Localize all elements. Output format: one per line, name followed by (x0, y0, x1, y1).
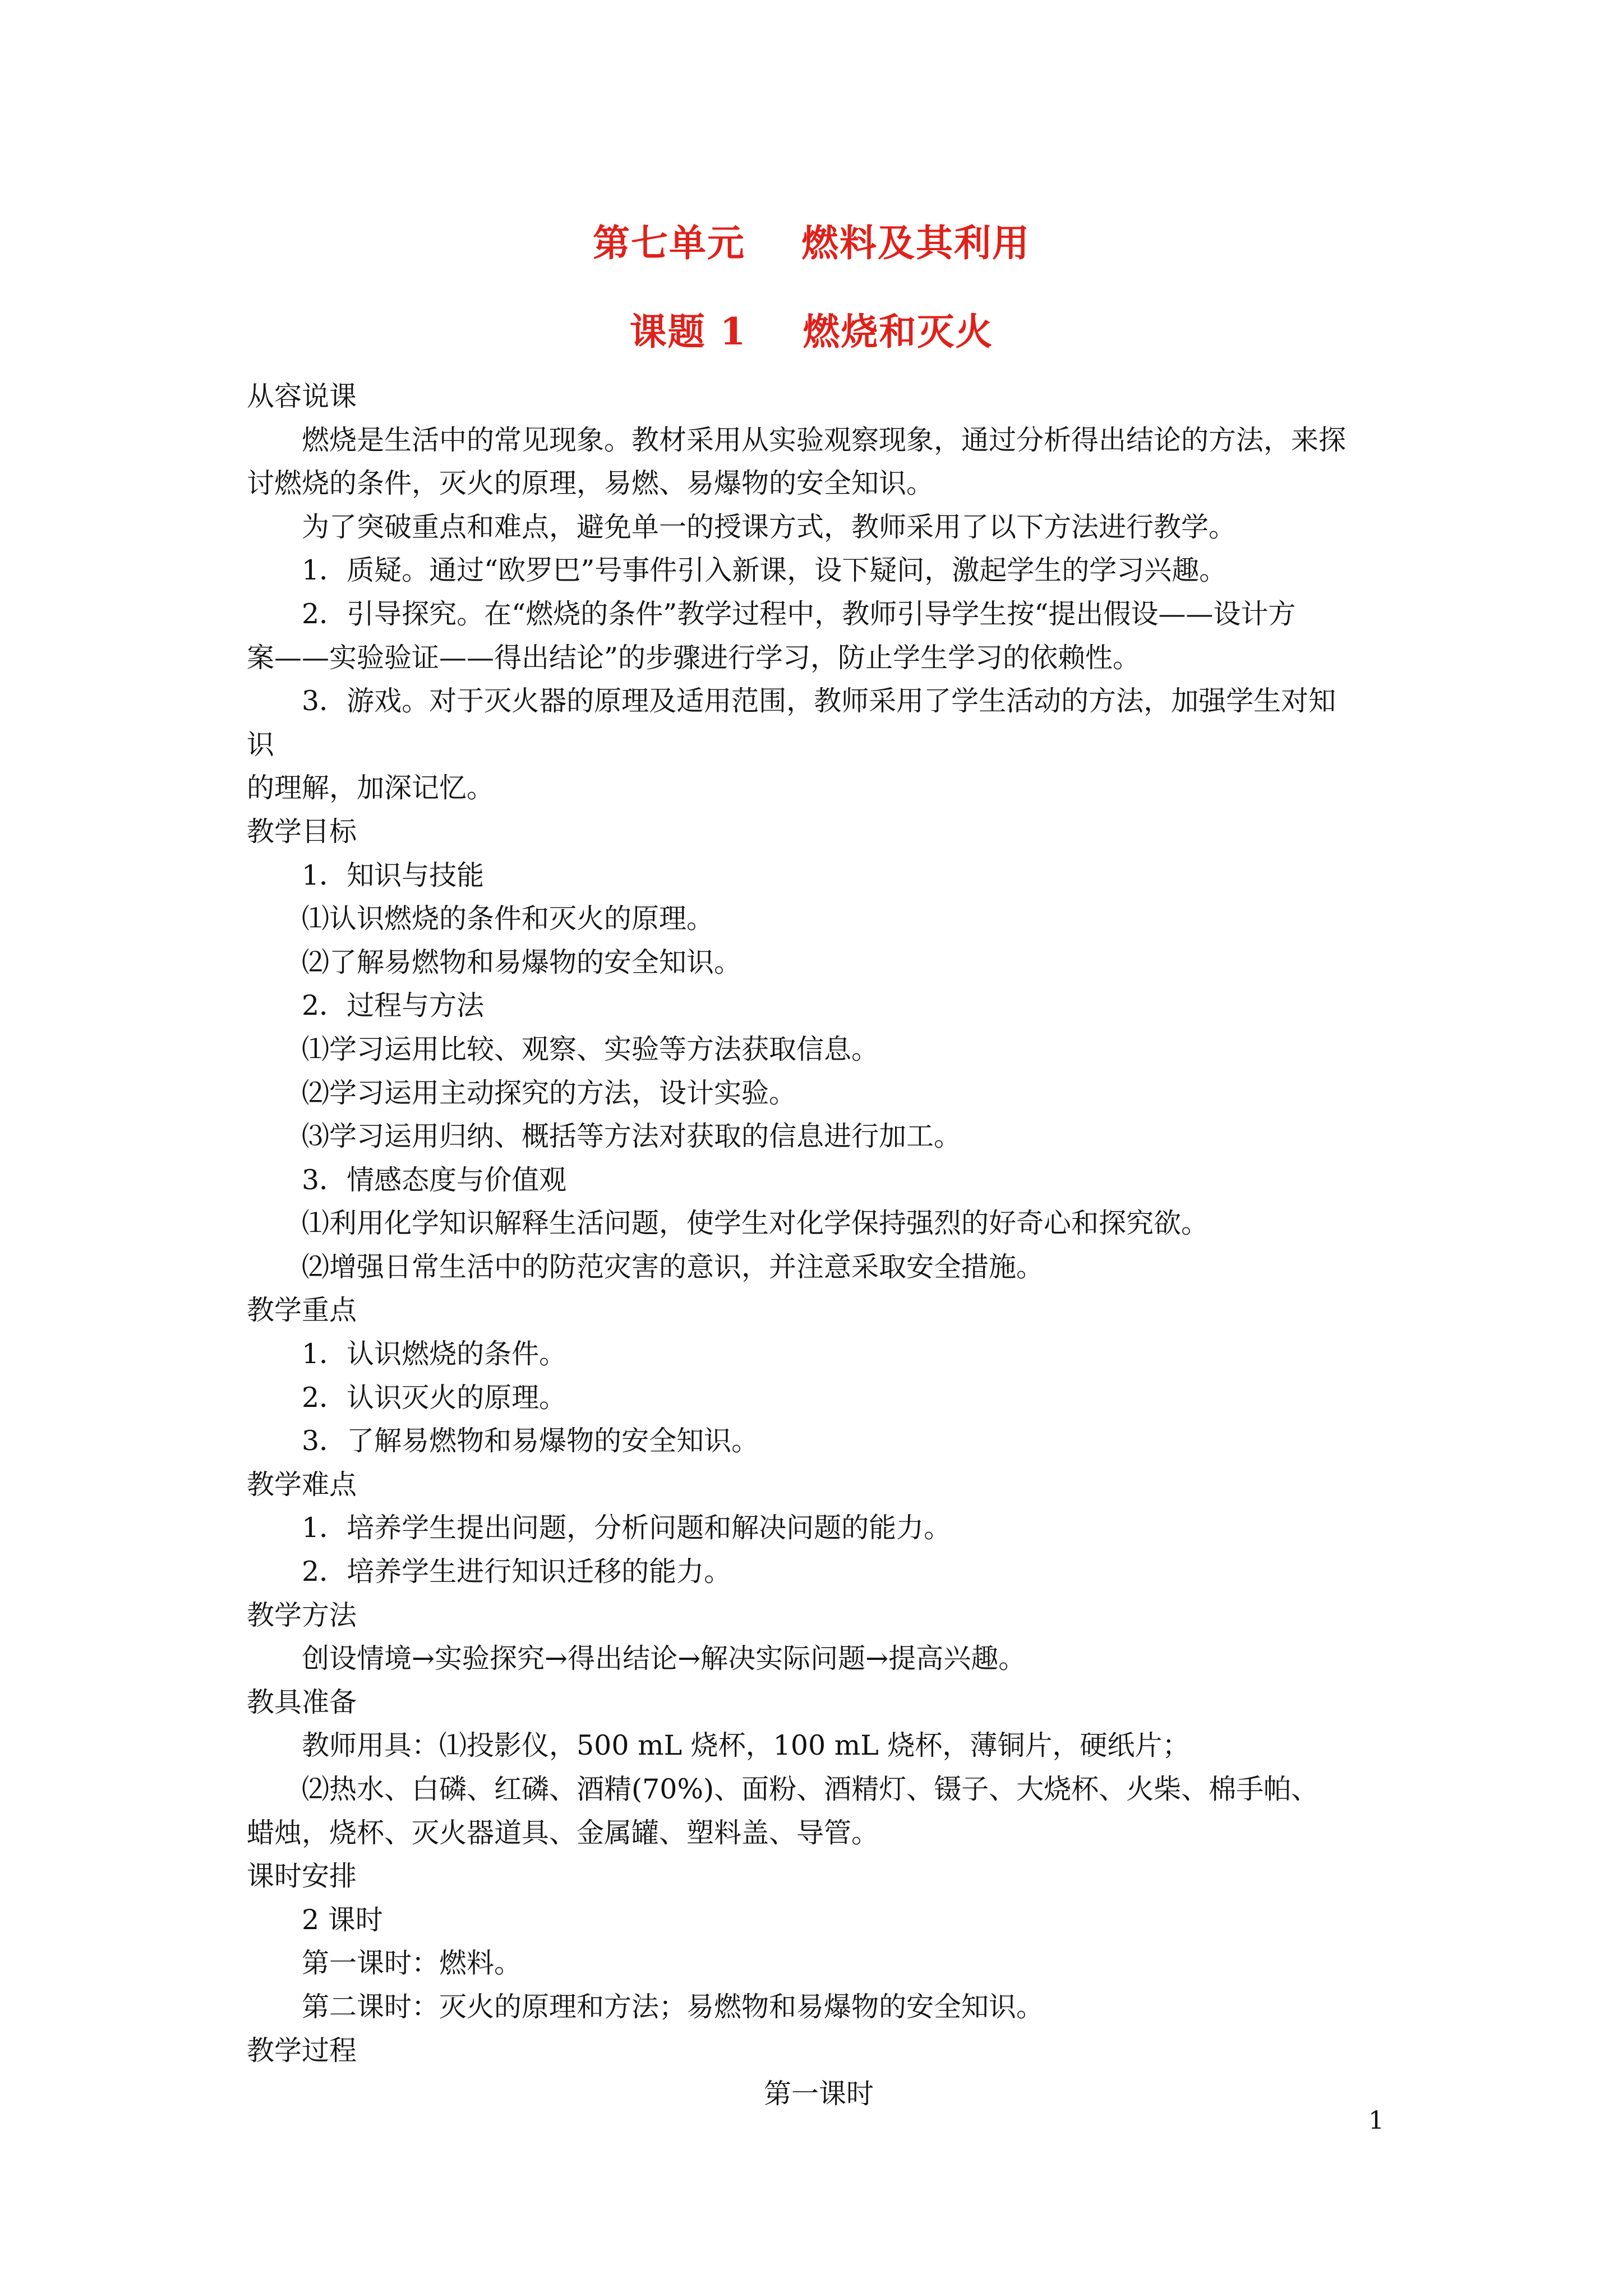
list-item: 3．了解易燃物和易爆物的安全知识。 (302, 1425, 759, 1457)
subsection-title: 3．情感态度与价值观 (302, 1163, 567, 1196)
list-item: 2．引导探究。在“燃烧的条件”教学过程中，教师引导学生按“提出假设——设计方 (302, 597, 1296, 630)
list-item: ⑶学习运用归纳、概括等方法对获取的信息进行加工。 (302, 1120, 962, 1153)
paragraph-line: 第一课时：燃料。 (302, 1947, 522, 1980)
list-item: ⑴学习运用比较、观察、实验等方法获取信息。 (302, 1033, 879, 1065)
list-item: ⑵学习运用主动探究的方法，设计实验。 (302, 1076, 797, 1109)
paragraph-line: 创设情境→实验探究→得出结论→解决实际问题→提高兴趣。 (302, 1642, 1026, 1675)
section-heading-difficulties: 教学难点 (247, 1468, 357, 1501)
subsection-title: 1．知识与技能 (302, 859, 485, 891)
list-item: 3．游戏。对于灭火器的原理及适用范围，教师采用了学生活动的方法，加强学生对知 (302, 685, 1336, 717)
paragraph-line: 教师用具：⑴投影仪，500 mL 烧杯，100 mL 烧杯，薄铜片，硬纸片； (302, 1729, 1190, 1762)
page-number: 1 (1368, 2106, 1384, 2135)
list-item: 1．培养学生提出问题，分析问题和解决问题的能力。 (302, 1512, 952, 1544)
section-heading-objectives: 教学目标 (247, 815, 357, 848)
list-item: 2．认识灭火的原理。 (302, 1381, 567, 1414)
paragraph-line: ⑵热水、白磷、红磷、酒精(70%)、面粉、酒精灯、镊子、大烧杯、火柴、棉手帕、 (302, 1773, 1319, 1805)
list-item: ⑴认识燃烧的条件和灭火的原理。 (302, 903, 714, 935)
section-heading-key-points: 教学重点 (247, 1294, 357, 1327)
paragraph-line: 蜡烛，烧杯、灭火器道具、金属罐、塑料盖、导管。 (247, 1816, 879, 1849)
paragraph-line: 讨燃烧的条件，灭火的原理，易燃、易爆物的安全知识。 (247, 467, 934, 500)
list-item: 2．培养学生进行知识迁移的能力。 (302, 1556, 732, 1588)
paragraph-line: 第二课时：灭火的原理和方法；易燃物和易爆物的安全知识。 (302, 1990, 1044, 2023)
list-item: ⑵了解易燃物和易爆物的安全知识。 (302, 946, 742, 978)
paragraph-line: 燃烧是生活中的常见现象。教材采用从实验观察现象，通过分析得出结论的方法，来探 (302, 424, 1347, 456)
section-heading-materials: 教具准备 (247, 1686, 357, 1718)
paragraph-line: 2 课时 (302, 1903, 383, 1936)
process-subheading: 第一课时 (763, 2078, 874, 2110)
section-heading-process: 教学过程 (247, 2034, 357, 2067)
list-item-continuation: 的理解，加深记忆。 (247, 772, 495, 804)
list-item: 1．认识燃烧的条件。 (302, 1338, 567, 1370)
list-item-continuation: 识 (247, 728, 275, 761)
list-item: ⑵增强日常生活中的防范灾害的意识，并注意采取安全措施。 (302, 1250, 1044, 1283)
unit-title: 第七单元 燃料及其利用 (593, 221, 1030, 265)
subsection-title: 2．过程与方法 (302, 990, 485, 1022)
section-heading-intro: 从容说课 (247, 380, 357, 412)
paragraph-line: 为了突破重点和难点，避免单一的授课方式，教师采用了以下方法进行教学。 (302, 510, 1237, 543)
section-heading-methods: 教学方法 (247, 1599, 357, 1631)
lesson-title: 课题 1 燃烧和灭火 (629, 310, 994, 353)
list-item-continuation: 案——实验验证——得出结论”的步骤进行学习，防止学生学习的依赖性。 (247, 641, 1141, 674)
section-heading-schedule: 课时安排 (247, 1860, 357, 1893)
list-item: ⑴利用化学知识解释生活问题，使学生对化学保持强烈的好奇心和探究欲。 (302, 1207, 1209, 1240)
list-item: 1．质疑。通过“欧罗巴”号事件引入新课，设下疑问，激起学生的学习兴趣。 (302, 554, 1227, 587)
document-body (247, 375, 1391, 2116)
